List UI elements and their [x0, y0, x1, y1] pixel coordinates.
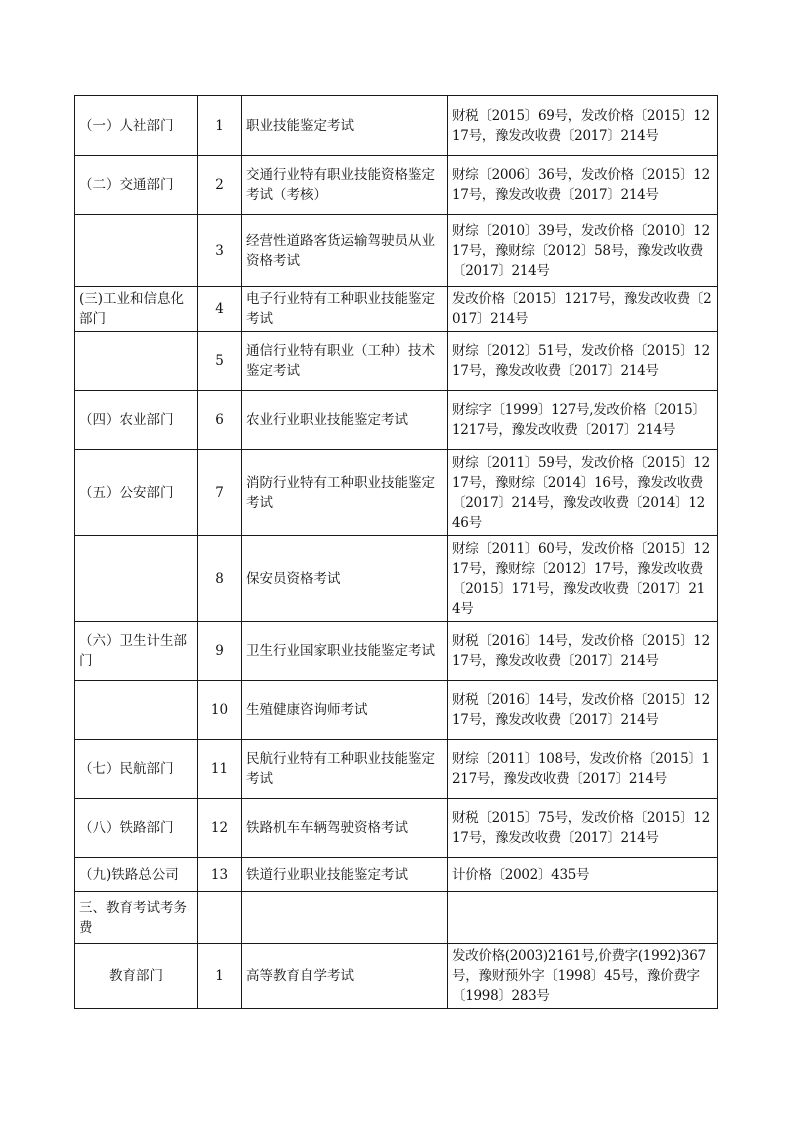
table-row	[75, 536, 718, 622]
policy-basis-cell: 财综〔2006〕36号，发改价格〔2015〕1217号，豫发改收费〔2017〕214号	[448, 156, 718, 215]
item-number-cell: 7	[198, 450, 242, 536]
table-row	[75, 799, 718, 858]
exam-name-cell: 农业行业职业技能鉴定考试	[242, 391, 448, 450]
department-cell: （一）人社部门	[75, 96, 198, 156]
table-row	[75, 450, 718, 536]
table-row	[75, 287, 718, 332]
exam-name-cell: 交通行业特有职业技能资格鉴定考试（考核）	[242, 156, 448, 215]
item-number-cell: 8	[198, 536, 242, 622]
department-cell: （二）交通部门	[75, 156, 198, 215]
policy-basis-cell	[448, 892, 718, 944]
policy-basis-cell: 财综〔2010〕39号，发改价格〔2010〕1217号，豫财综〔2012〕58号，豫发改收费〔2017〕214号	[448, 215, 718, 287]
exam-name-cell: 生殖健康咨询师考试	[242, 681, 448, 740]
exam-name-cell: 保安员资格考试	[242, 536, 448, 622]
policy-basis-cell: 计价格〔2002〕435号	[448, 858, 718, 892]
table-row	[75, 215, 718, 287]
table-row	[75, 740, 718, 799]
department-cell: （七）民航部门	[75, 740, 198, 799]
policy-basis-cell: 发改价格〔2015〕1217号，豫发改收费〔2017〕214号	[448, 287, 718, 332]
department-cell: （五）公安部门	[75, 450, 198, 536]
department-cell: （六）卫生计生部门	[75, 622, 198, 681]
item-number-cell: 5	[198, 332, 242, 391]
policy-basis-cell: 财税〔2015〕75号，发改价格〔2015〕1217号，豫发改收费〔2017〕214号	[448, 799, 718, 858]
item-number-cell: 1	[198, 944, 242, 1009]
table-row	[75, 156, 718, 215]
item-number-cell: 11	[198, 740, 242, 799]
table-row	[75, 892, 718, 944]
department-cell: （四）农业部门	[75, 391, 198, 450]
policy-basis-cell: 财综〔2011〕59号，发改价格〔2015〕1217号，豫财综〔2014〕16号，豫发改收费〔2017〕214号，豫发改收费〔2014〕1246号	[448, 450, 718, 536]
item-number-cell: 10	[198, 681, 242, 740]
table-row	[75, 858, 718, 892]
exam-name-cell: 通信行业特有职业（工种）技术鉴定考试	[242, 332, 448, 391]
section-heading-cell: 三、教育考试考务费	[75, 892, 198, 944]
item-number-cell: 6	[198, 391, 242, 450]
item-number-cell: 9	[198, 622, 242, 681]
fee-table	[74, 95, 718, 1009]
exam-name-cell: 经营性道路客货运输驾驶员从业资格考试	[242, 215, 448, 287]
department-cell	[75, 681, 198, 740]
policy-basis-cell: 财税〔2016〕14号，发改价格〔2015〕1217号，豫发改收费〔2017〕214号	[448, 622, 718, 681]
department-cell	[75, 332, 198, 391]
policy-basis-cell: 发改价格(2003)2161号,价费字(1992)367号，豫财预外字〔1998〕45号，豫价费字〔1998〕283号	[448, 944, 718, 1009]
exam-name-cell: 卫生行业国家职业技能鉴定考试	[242, 622, 448, 681]
department-cell	[75, 215, 198, 287]
exam-name-cell: 电子行业特有工种职业技能鉴定考试	[242, 287, 448, 332]
item-number-cell: 1	[198, 96, 242, 156]
department-cell: (三)工业和信息化部门	[75, 287, 198, 332]
policy-basis-cell: 财税〔2016〕14号，发改价格〔2015〕1217号，豫发改收费〔2017〕214号	[448, 681, 718, 740]
table-row	[75, 944, 718, 1009]
policy-basis-cell: 财综字〔1999〕127号,发改价格〔2015〕1217号，豫发改收费〔2017〕214号	[448, 391, 718, 450]
table-row	[75, 622, 718, 681]
department-cell	[75, 536, 198, 622]
item-number-cell: 2	[198, 156, 242, 215]
item-number-cell	[198, 892, 242, 944]
table-row	[75, 332, 718, 391]
exam-name-cell: 铁道行业职业技能鉴定考试	[242, 858, 448, 892]
department-cell: （九)铁路总公司	[75, 858, 198, 892]
exam-name-cell: 民航行业特有工种职业技能鉴定考试	[242, 740, 448, 799]
table-row	[75, 96, 718, 156]
policy-basis-cell: 财税〔2015〕69号，发改价格〔2015〕1217号，豫发改收费〔2017〕214号	[448, 96, 718, 156]
policy-basis-cell: 财综〔2011〕108号，发改价格〔2015〕1217号，豫发改收费〔2017〕214号	[448, 740, 718, 799]
table-row	[75, 391, 718, 450]
exam-name-cell	[242, 892, 448, 944]
department-cell: （八）铁路部门	[75, 799, 198, 858]
department-cell: 教育部门	[75, 944, 198, 1009]
item-number-cell: 4	[198, 287, 242, 332]
item-number-cell: 13	[198, 858, 242, 892]
item-number-cell: 3	[198, 215, 242, 287]
table-row	[75, 681, 718, 740]
exam-name-cell: 职业技能鉴定考试	[242, 96, 448, 156]
item-number-cell: 12	[198, 799, 242, 858]
policy-basis-cell: 财综〔2011〕60号，发改价格〔2015〕1217号，豫财综〔2012〕17号，豫发改收费〔2015〕171号，豫发改收费〔2017〕214号	[448, 536, 718, 622]
exam-name-cell: 高等教育自学考试	[242, 944, 448, 1009]
policy-basis-cell: 财综〔2012〕51号，发改价格〔2015〕1217号，豫发改收费〔2017〕214号	[448, 332, 718, 391]
exam-name-cell: 消防行业特有工种职业技能鉴定考试	[242, 450, 448, 536]
exam-name-cell: 铁路机车车辆驾驶资格考试	[242, 799, 448, 858]
